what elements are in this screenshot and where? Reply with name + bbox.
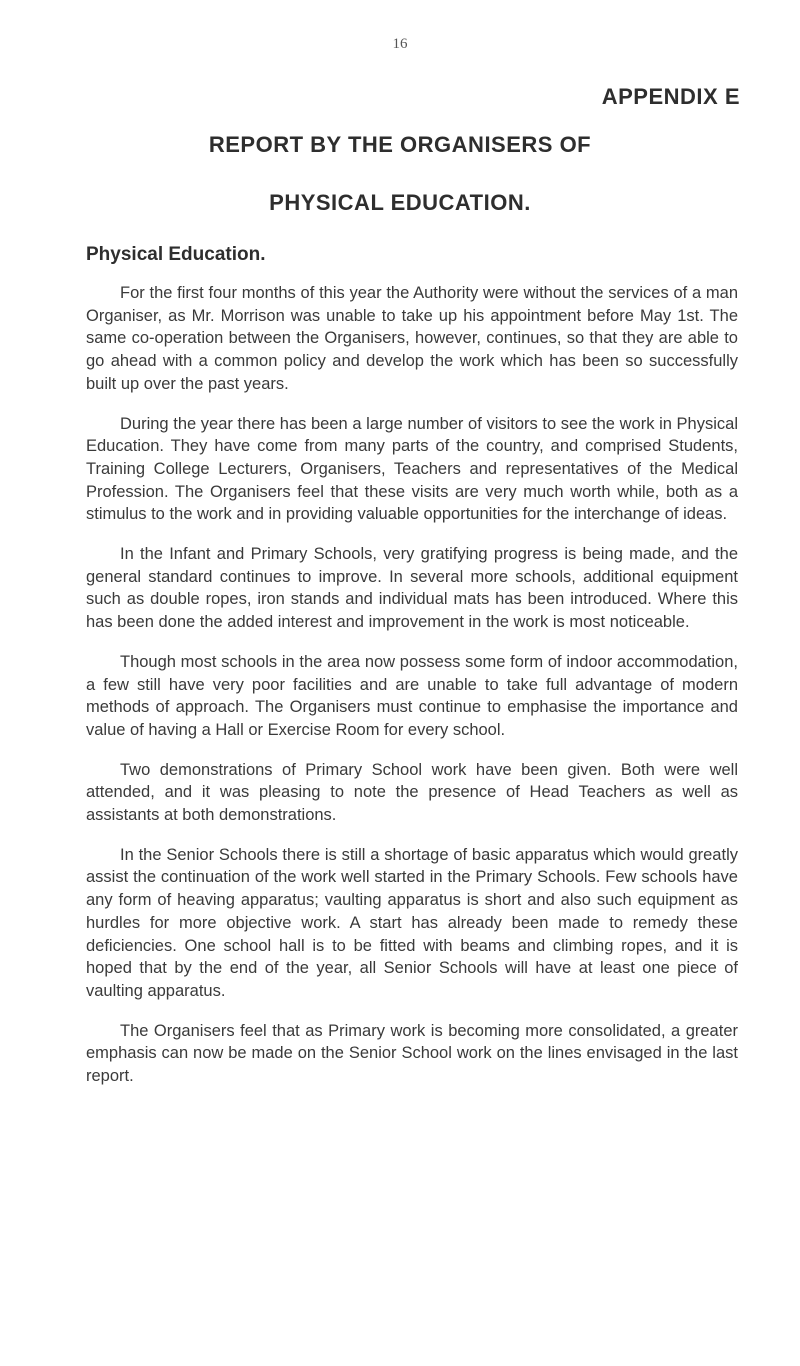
report-body [86,282,738,1105]
paragraph: During the year there has been a large number of visitors to see the work in Physical Education. They have come from many parts of the country, and comprised Students, Training College Lecturers, Organisers, Teachers and representatives of the Medical Profession. The Organisers feel that these visits are very much worth while, both as a stimulus to the work and in providing valuable opportunities for the interchange of ideas. [86,414,738,524]
page-number: 16 [392,36,408,52]
report-heading-line-1: REPORT BY THE ORGANISERS OF [208,132,592,157]
paragraph: Though most schools in the area now possess some form of indoor accommodation, a few still have very poor facilities and are unable to take full advantage of modern methods of approach. The Organisers must continue to emphasise the importance and value of having a Hall or Exercise Room for every school. [86,652,738,739]
appendix-label: APPENDIX E [601,84,740,109]
section-title: Physical Education. [86,244,266,265]
paragraph: The Organisers feel that as Primary work is becoming more consolidated, a greater emphasis can now be made on the Senior School work on the lines envisaged in the last report. [86,1021,738,1086]
paragraph: For the first four months of this year the Authority were without the services of a man Organiser, as Mr. Morrison was unable to take up his appointment before May 1st. The same co-operation between the Organisers, however, continues, so that they are able to go ahead with a common policy and develop the work which has been so successfully built up over the past years. [86,284,738,393]
paragraph: In the Infant and Primary Schools, very gratifying progress is being made, and the general standard continues to improve. In several more schools, additional equipment such as double ropes, iron stands and individual mats has been introduced. Where this has been done the added interest and improvement in the work is most noticeable. [86,545,738,632]
paragraph: In the Senior Schools there is still a shortage of basic apparatus which would greatly assist the continuation of the work well started in the Primary Schools. Few schools have any form of heaving apparatus; vaulting apparatus is short and also such equipment as hurdles for more objective work. A start has already been made to remedy these deficiencies. One school hall is to be fitted with beams and climbing ropes, and it is hoped that by the end of the year, all Senior Schools will have at least one piece of vaulting apparatus. [86,845,738,1000]
report-heading-line-2: PHYSICAL EDUCATION. [269,190,531,215]
paragraph: Two demonstrations of Primary School work have been given. Both were well attended, and it was pleasing to note the presence of Head Teachers as well as assistants at both demonstrations. [86,760,738,825]
